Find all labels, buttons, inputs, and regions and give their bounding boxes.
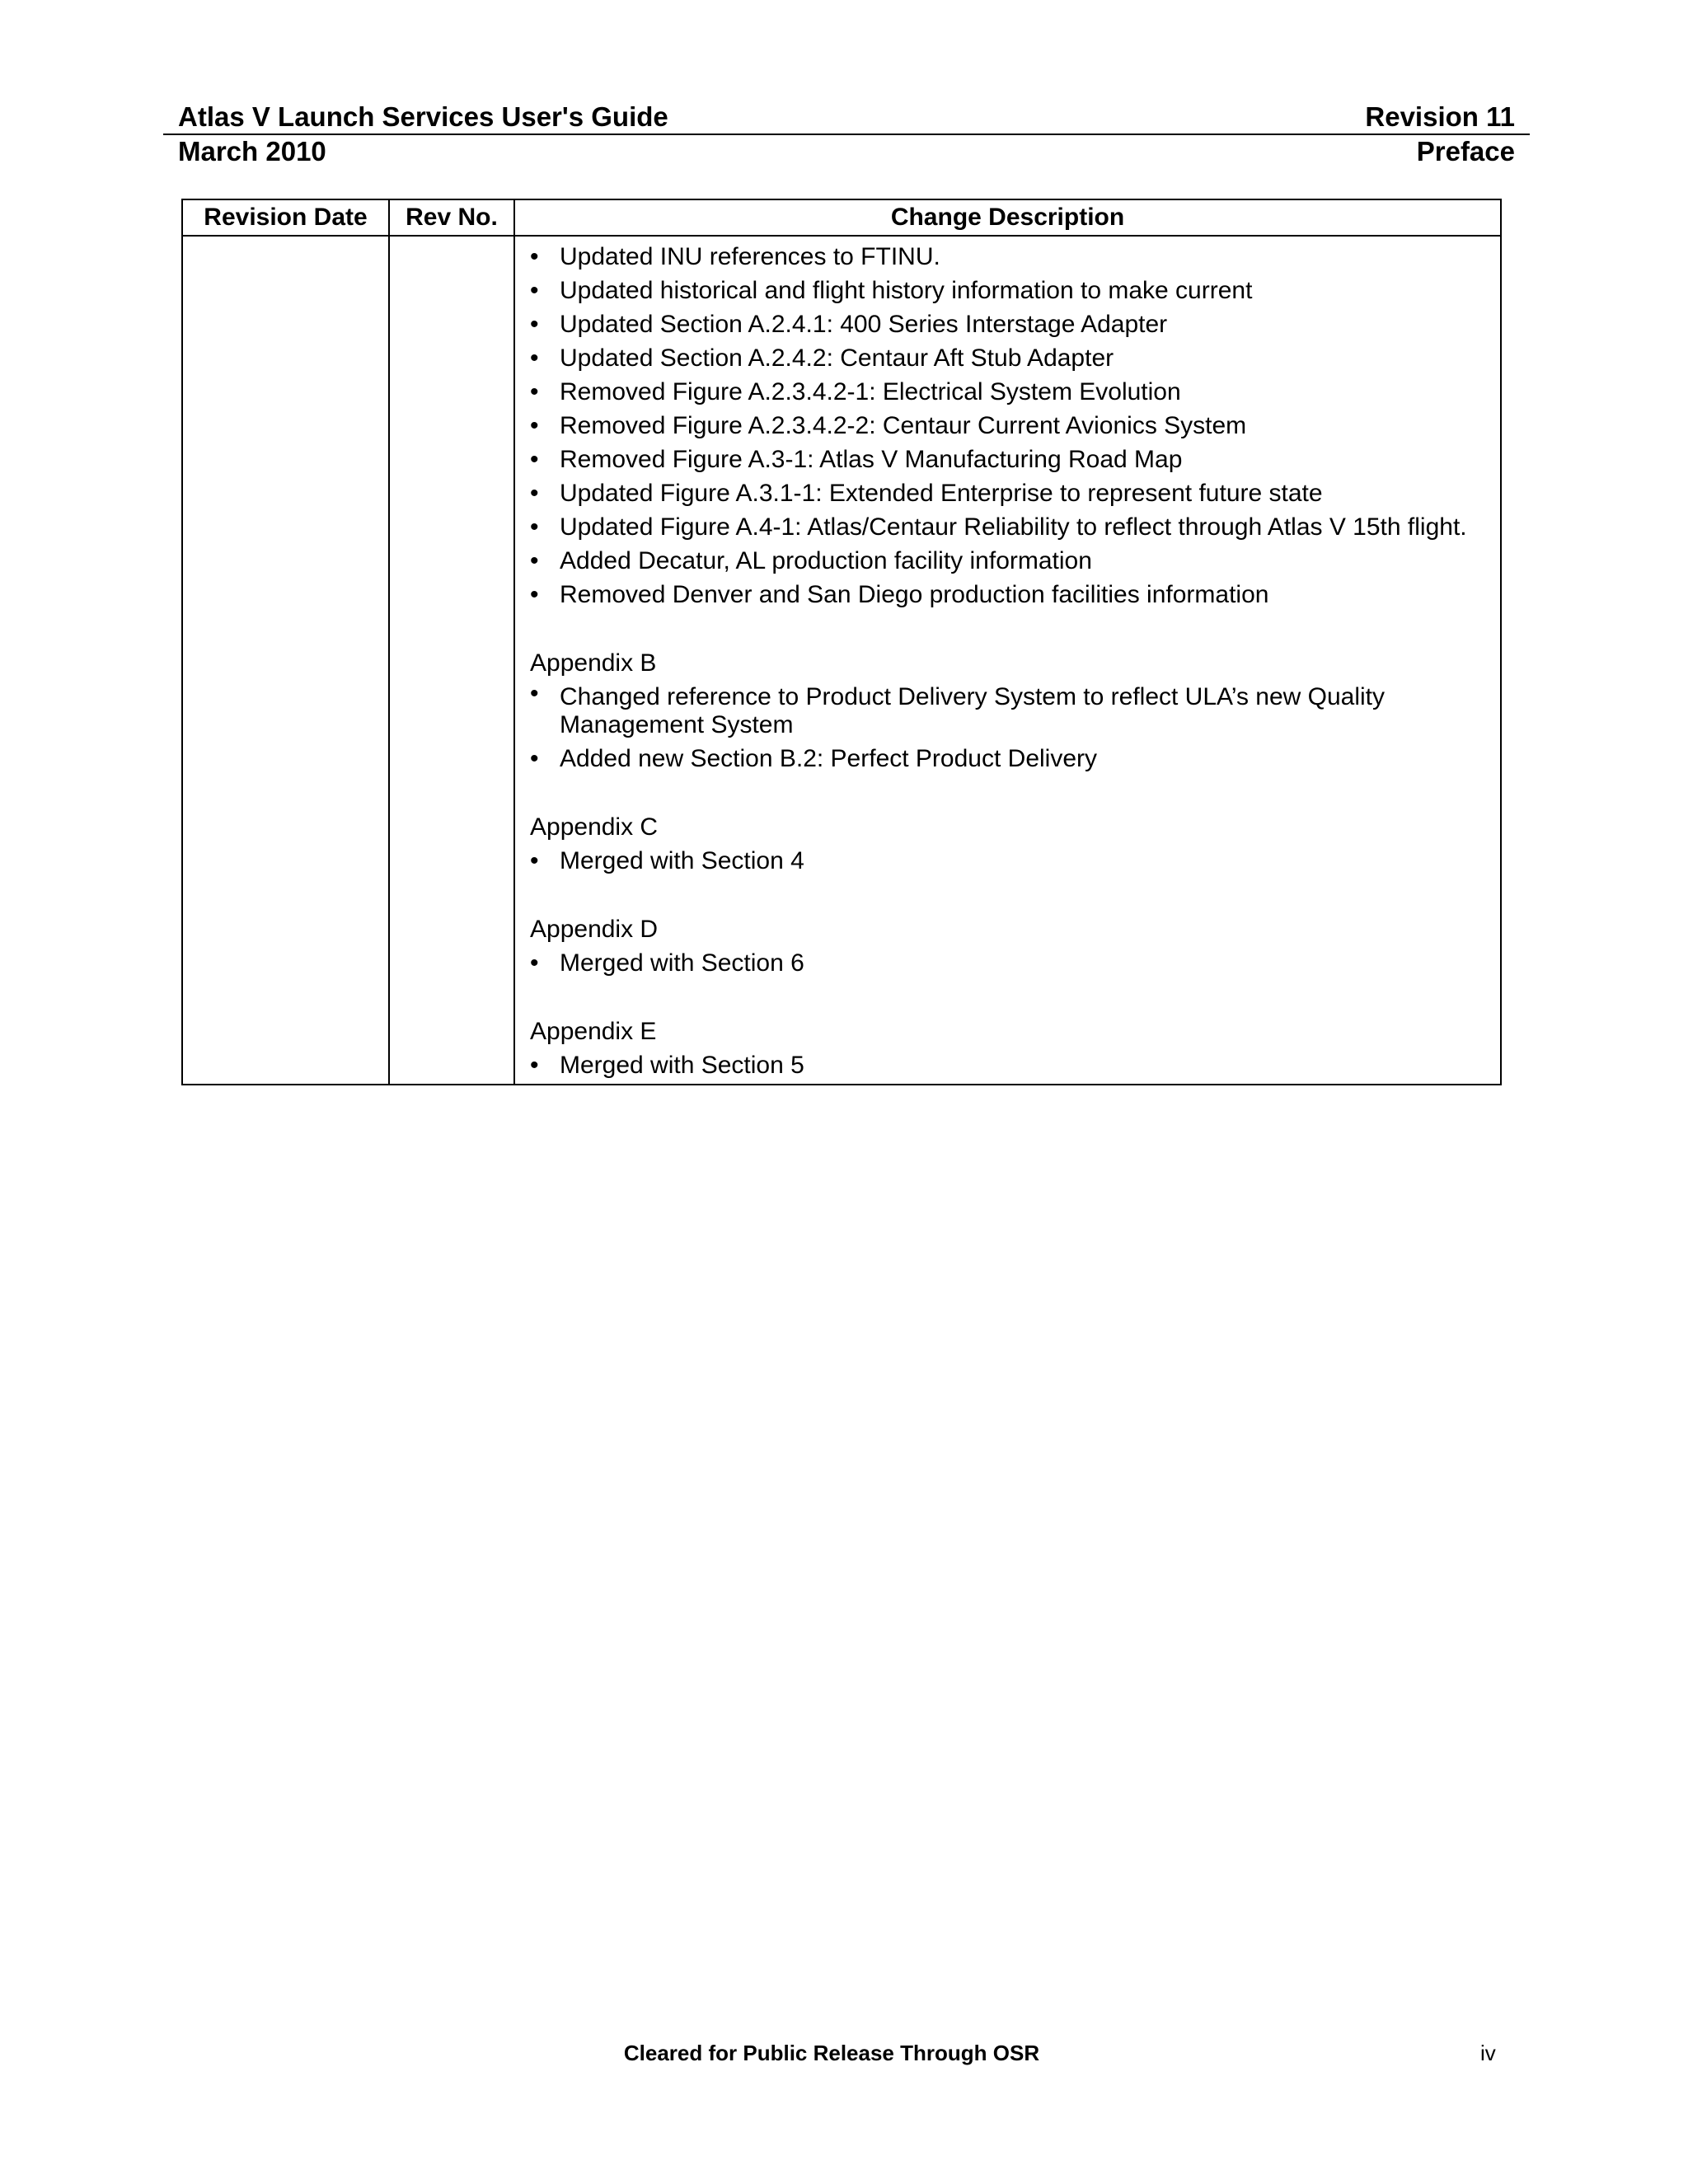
change-group-appendix-e [530, 1015, 1485, 1082]
group-title: Appendix E [530, 1018, 657, 1045]
bullet-icon: • [530, 243, 539, 270]
list-item: • Added Decatur, AL production facility information [530, 544, 1485, 578]
change-group-appendix-a [530, 240, 1485, 612]
change-list [530, 1048, 1485, 1082]
bullet-icon: • [530, 847, 539, 874]
list-item: • Changed reference to Product Delivery System to reflect ULA’s new Quality Management System [530, 680, 1386, 738]
bullet-icon: • [530, 344, 539, 372]
list-item: • Removed Figure A.3-1: Atlas V Manufacturing Road Map [530, 443, 1485, 476]
page-header [178, 101, 1515, 168]
list-item: • Removed Figure A.2.3.4.2-2: Centaur Current Avionics System [530, 409, 1485, 443]
header-change-description: Change Description [514, 199, 1501, 236]
section-label: Preface [1416, 136, 1515, 166]
list-item: • Updated INU references to FTINU. [530, 240, 1485, 274]
change-group-appendix-b [530, 646, 1485, 776]
revision-label: Revision 11 [1365, 101, 1515, 132]
list-item: • Updated Figure A.3.1-1: Extended Enterprise to represent future state [530, 476, 1485, 510]
header-row-bottom [178, 135, 1515, 168]
list-item: • Updated historical and flight history information to make current [530, 274, 1485, 307]
list-item: • Updated Section A.2.4.2: Centaur Aft Stub Adapter [530, 341, 1485, 375]
bullet-icon: • [530, 412, 539, 439]
revision-date-cell [182, 236, 389, 1085]
change-list [530, 240, 1485, 612]
group-title: Appendix C [530, 813, 659, 841]
document-title: Atlas V Launch Services User's Guide [178, 101, 668, 132]
list-item: • Removed Figure A.2.3.4.2-1: Electrical System Evolution [530, 375, 1485, 409]
list-item: • Updated Figure A.4-1: Atlas/Centaur Reliability to reflect through Atlas V 15th flight. [530, 510, 1485, 544]
list-item: • Merged with Section 5 [530, 1048, 1485, 1082]
rev-no-cell [389, 236, 514, 1085]
table-row [182, 236, 1501, 1085]
list-item: • Merged with Section 6 [530, 946, 1485, 980]
change-list [530, 680, 1485, 776]
bullet-icon: • [530, 581, 539, 608]
bullet-icon: • [530, 1052, 539, 1079]
bullet-icon: • [530, 680, 539, 707]
bullet-icon: • [530, 513, 539, 541]
page-number: iv [1480, 2041, 1496, 2065]
table-header-row [182, 199, 1501, 236]
bullet-icon: • [530, 311, 539, 338]
list-item: • Removed Denver and San Diego production facilities information [530, 578, 1485, 612]
change-group-appendix-c [530, 810, 1485, 878]
document-date: March 2010 [178, 136, 326, 166]
header-row-top [178, 101, 1515, 134]
release-statement: Cleared for Public Release Through OSR [623, 2041, 1040, 2065]
list-item: • Merged with Section 4 [530, 844, 1485, 878]
list-item: • Added new Section B.2: Perfect Product Delivery [530, 742, 1485, 776]
bullet-icon: • [530, 480, 539, 507]
change-list [530, 946, 1485, 980]
change-description-cell [514, 236, 1501, 1085]
revision-table [181, 199, 1502, 1085]
change-group-appendix-d [530, 912, 1485, 980]
change-list [530, 844, 1485, 878]
bullet-icon: • [530, 446, 539, 473]
bullet-icon: • [530, 949, 539, 977]
list-item: • Updated Section A.2.4.1: 400 Series Interstage Adapter [530, 307, 1485, 341]
group-title: Appendix B [530, 649, 657, 677]
header-revision-date: Revision Date [182, 199, 389, 236]
group-title: Appendix D [530, 916, 659, 943]
bullet-icon: • [530, 745, 539, 772]
bullet-icon: • [530, 547, 539, 574]
bullet-icon: • [530, 277, 539, 304]
bullet-icon: • [530, 378, 539, 405]
header-rev-no: Rev No. [389, 199, 514, 236]
header-rule [163, 134, 1530, 135]
